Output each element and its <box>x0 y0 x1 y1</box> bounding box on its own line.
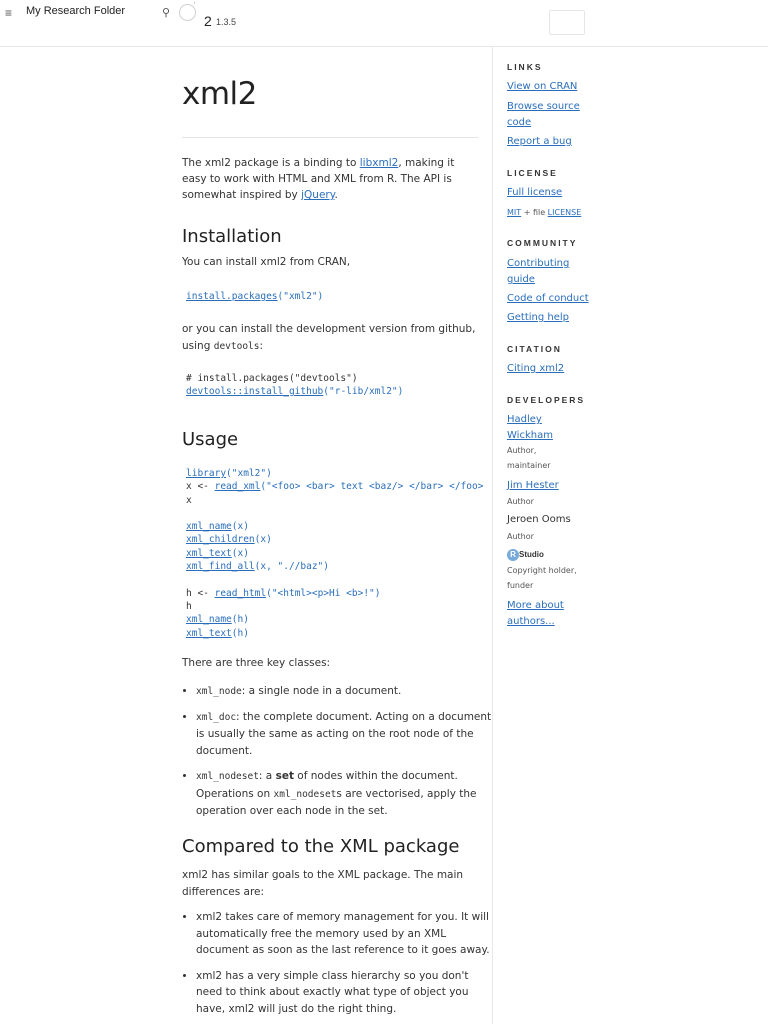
code-text: h <- <box>186 587 215 599</box>
code-args: ("r-lib/xml2") <box>323 386 404 398</box>
class-code: xml_nodeset <box>196 771 259 782</box>
code-line <box>186 521 249 532</box>
mit-link[interactable]: MIT <box>507 208 522 217</box>
more-authors-link[interactable]: More about authors... <box>507 600 564 627</box>
code-line <box>186 601 192 612</box>
code-args: (h) <box>231 627 249 639</box>
intro-text: The xml2 package is a binding to <box>182 157 360 169</box>
code-function[interactable]: xml_name <box>186 614 232 626</box>
citing-link[interactable]: Citing xml2 <box>507 363 565 374</box>
developer-hadley-link[interactable]: Hadley Wickham <box>507 414 553 441</box>
install-cran-code <box>186 290 323 303</box>
libxml2-link[interactable]: libxml2 <box>359 157 399 169</box>
view-on-cran-link[interactable]: View on CRAN <box>507 81 578 92</box>
top-app-bar <box>0 0 768 47</box>
license-file-link[interactable]: LICENSE <box>547 208 582 217</box>
license-plus-text: + file <box>521 208 548 217</box>
license-line <box>507 205 627 220</box>
citation-heading: CITATION <box>507 344 562 354</box>
code-line <box>186 614 249 625</box>
class-desc: s are vectorised, apply the operation over each node in the set. <box>196 787 477 817</box>
code-line <box>186 534 272 545</box>
full-license-link[interactable]: Full license <box>507 187 563 198</box>
code-text: x <- <box>186 481 215 493</box>
code-line <box>186 495 192 506</box>
jquery-link[interactable]: jQuery <box>301 189 335 201</box>
browse-source-link[interactable]: Browse source code <box>507 101 580 128</box>
app-title: My Research Folder <box>26 5 126 17</box>
class-code: xml_nodeset <box>273 788 337 800</box>
title-divider <box>182 137 478 138</box>
class-desc: : a <box>258 770 276 782</box>
list-item <box>196 768 492 820</box>
menu-icon[interactable]: ≡ <box>5 6 13 20</box>
install-github-code <box>186 372 403 399</box>
compare-heading: Compared to the XML package <box>182 836 460 857</box>
list-item <box>196 709 492 760</box>
developer-jeroen: Jeroen Ooms <box>507 514 571 525</box>
installation-heading: Installation <box>182 226 282 247</box>
usage-code <box>186 467 483 640</box>
code-function[interactable]: xml_children <box>186 534 255 546</box>
compare-list <box>182 909 492 1017</box>
code-function[interactable]: xml_text <box>186 547 232 559</box>
class-code: xml_node <box>196 686 242 697</box>
list-item: • xml2 takes care of memory management for you. It will automatically free the memory used by an XML document as soon as the last reference to it goes away. <box>196 909 492 959</box>
rstudio-r-icon: R <box>507 549 519 561</box>
install-github-text <box>182 321 478 355</box>
search-icon[interactable]: ⚲ <box>162 7 171 19</box>
spinner-mark: ' <box>194 2 196 9</box>
code-args: (x) <box>254 534 272 546</box>
rstudio-role: Copyright holder, funder <box>507 566 577 590</box>
install-github-text-a: or you can install the development version from github, using <box>182 323 476 352</box>
code-function[interactable]: xml_name <box>186 521 232 533</box>
intro-text-2: , making it easy to work with HTML and XML from R. The API is somewhat inspired by <box>182 157 455 201</box>
code-of-conduct-link[interactable]: Code of conduct <box>507 293 589 304</box>
toolbar-box-button[interactable] <box>549 10 585 35</box>
install-github-text-b: : <box>259 340 264 352</box>
code-function[interactable]: library <box>186 468 227 479</box>
devtools-inline-code: devtools <box>213 341 260 352</box>
license-heading: LICENSE <box>507 168 558 178</box>
report-bug-link[interactable]: Report a bug <box>507 136 572 147</box>
code-comment: # install.packages("devtools") <box>186 373 358 384</box>
class-desc: : the complete document. Acting on a document is usually the same as acting on the root node of the document. <box>196 710 492 757</box>
code-function[interactable]: read_html <box>214 587 267 599</box>
code-function[interactable]: xml_text <box>186 627 232 639</box>
code-args: ("<foo> <bar> text <baz/> </bar> </foo> <box>260 481 484 493</box>
code-text: x <box>186 494 192 506</box>
developer-role: Author <box>507 532 534 541</box>
code-line <box>186 588 380 599</box>
code-args: (x, ".//baz") <box>254 561 329 573</box>
list-item: • xml2 has a very simple class hierarchy so you don't need to think about exactly what type of object you have, xml2 will just do the right thing. <box>196 968 492 1018</box>
install-cran-text: You can install xml2 from CRAN, <box>182 256 351 268</box>
code-args: (x) <box>231 547 249 559</box>
community-heading: COMMUNITY <box>507 238 578 248</box>
developers-heading: DEVELOPERS <box>507 395 586 405</box>
classes-intro: There are three key classes: <box>182 657 331 669</box>
intro-paragraph <box>182 155 478 203</box>
usage-heading: Usage <box>182 429 239 450</box>
rstudio-logo <box>507 549 544 561</box>
code-text: h <box>186 600 192 612</box>
list-item <box>196 683 492 701</box>
code-args: (x) <box>231 521 249 533</box>
code-args: ("xml2") <box>226 468 272 479</box>
contributing-guide-link[interactable]: Contributing guide <box>507 258 570 285</box>
code-line <box>186 548 249 559</box>
version-number: 1.3.5 <box>216 17 237 27</box>
classes-list <box>182 683 492 820</box>
class-desc: : a single node in a document. <box>241 685 402 697</box>
rstudio-text: Studio <box>519 550 544 560</box>
class-desc: of nodes within the document. Operations on <box>196 770 458 800</box>
developer-role: Author <box>507 497 534 506</box>
code-function[interactable]: devtools::install_github <box>186 386 324 398</box>
developer-jim-link[interactable]: Jim Hester <box>507 480 559 491</box>
code-function[interactable]: install.packages <box>186 291 278 302</box>
version-major: 2 <box>204 13 212 29</box>
class-desc-bold: set <box>275 770 294 782</box>
code-function[interactable]: xml_find_all <box>186 561 255 573</box>
class-code: xml_doc <box>196 711 237 723</box>
code-line <box>186 628 249 639</box>
getting-help-link[interactable]: Getting help <box>507 312 570 323</box>
links-heading: LINKS <box>507 62 543 72</box>
page-title: xml2 <box>182 76 257 112</box>
intro-text-3: . <box>334 189 338 201</box>
code-function[interactable]: read_xml <box>214 481 261 493</box>
compare-intro: xml2 has similar goals to the XML package. The main differences are: <box>182 869 464 898</box>
code-line <box>186 561 329 572</box>
code-args: ("<html><p>Hi <b>!") <box>266 587 381 599</box>
code-line <box>186 481 483 492</box>
code-line <box>186 468 272 479</box>
code-args: (h) <box>231 614 249 626</box>
developer-role: Author, maintainer <box>507 446 551 470</box>
code-args: ("xml2") <box>277 291 324 302</box>
